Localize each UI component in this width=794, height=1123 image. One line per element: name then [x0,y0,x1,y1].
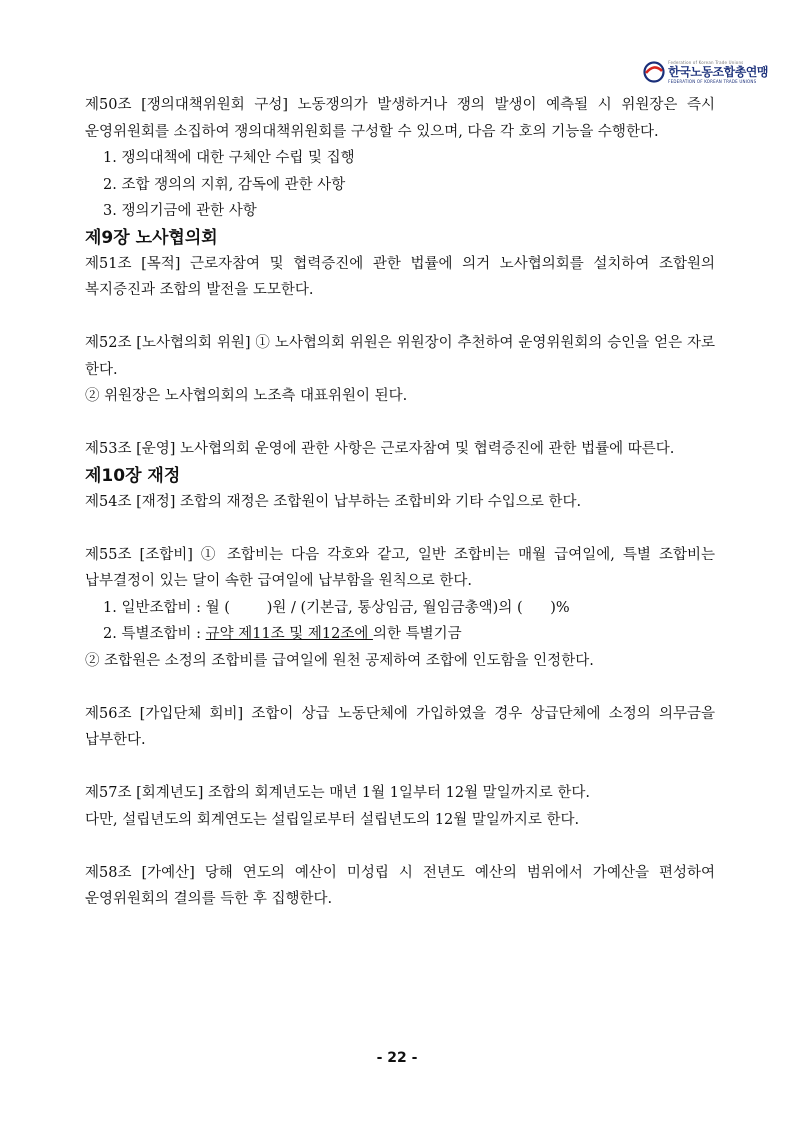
article-50-item-3: 3. 쟁의기금에 관한 사항 [103,203,257,219]
article-51: 제51조 [목적] 근로자참여 및 협력증진에 관한 법률에 의거 노사협의회를 설치하여 조합원의 복지증진과 조합의 발전을 도모한다. [85,255,715,298]
fktu-logo [643,60,768,84]
article-50-item-2: 2. 조합 쟁의의 지휘, 감독에 관한 사항 [103,176,346,193]
bylaw-reference: 규약 제11조 및 제12조에 [205,626,373,642]
article-50-item-1: 1. 쟁의대책에 대한 구체안 수립 및 집행 [103,150,355,166]
article-55-para-1: 제55조 [조합비] ① 조합비는 다음 각호와 같고, 일반 조합비는 매월 급여일에, 특별 조합비는 납부결정이 있는 달이 속한 급여일에 납부함을 원칙으로 한다. [85,546,715,589]
article-52-para-2: ② 위원장은 노사협의회의 노조측 대표위원이 된다. [85,388,408,404]
chapter-9-heading: 제9장 노사협의회 [85,227,218,248]
article-57-para-1: 제57조 [회계년도] 조합의 회계년도는 매년 1월 1일부터 12월 말일까지로 한다. [85,785,590,801]
article-56: 제56조 [가입단체 회비] 조합이 상급 노동단체에 가입하였을 경우 상급단체에 소정의 의무금을 납부한다. [85,705,715,748]
page-number: - 22 - [376,1050,418,1066]
article-58: 제58조 [가예산] 당해 연도의 예산이 미성립 시 전년도 예산의 범위에서 가예산을 편성하여 운영위원회의 결의를 득한 후 집행한다. [85,864,715,907]
item-2-prefix: 2. 특별조합비 : [103,626,206,642]
article-54: 제54조 [재정] 조합의 재정은 조합원이 납부하는 조합비와 기타 수입으로 한다. [85,493,582,510]
logo-title: 한국노동조합총연맹 [668,65,768,79]
document-body [85,92,715,913]
article-55-item-1: 1. 일반조합비 : 월 ( )원 / (기본급, 통상임금, 월임금총액)의 ( )% [103,599,570,616]
fktu-emblem-icon [643,61,665,83]
article-50: 제50조 [쟁의대책위원회 구성] 노동쟁의가 발생하거나 쟁의 발생이 예측될 시 위원장은 즉시 운영위원회를 소집하여 쟁의대책위원회를 구성할 수 있으며, 다음 각 호의 기능을 수행한다. [85,97,715,140]
article-57-para-2: 다만, 설립년도의 회계연도는 설립일로부터 설립년도의 12월 말일까지로 한다. [85,811,580,828]
logo-small-text: Federation of Korean Trade Unions [668,60,744,65]
logo-subtitle: FEDERATION OF KOREAN TRADE UNIONS [668,79,757,84]
article-52-para-1: 제52조 [노사협의회 위원] ① 노사협의회 위원은 위원장이 추천하여 운영위원회의 승인을 얻은 자로 한다. [85,335,715,378]
article-55-item-2 [85,621,715,648]
article-55-para-2: ② 조합원은 소정의 조합비를 급여일에 원천 공제하여 조합에 인도함을 인정한다. [85,652,594,669]
article-53: 제53조 [운영] 노사협의회 운영에 관한 사항은 근로자참여 및 협력증진에 관한 법률에 따른다. [85,441,675,457]
chapter-10-heading: 제10장 재정 [85,465,181,486]
item-2-suffix: 의한 특별기금 [373,626,462,642]
